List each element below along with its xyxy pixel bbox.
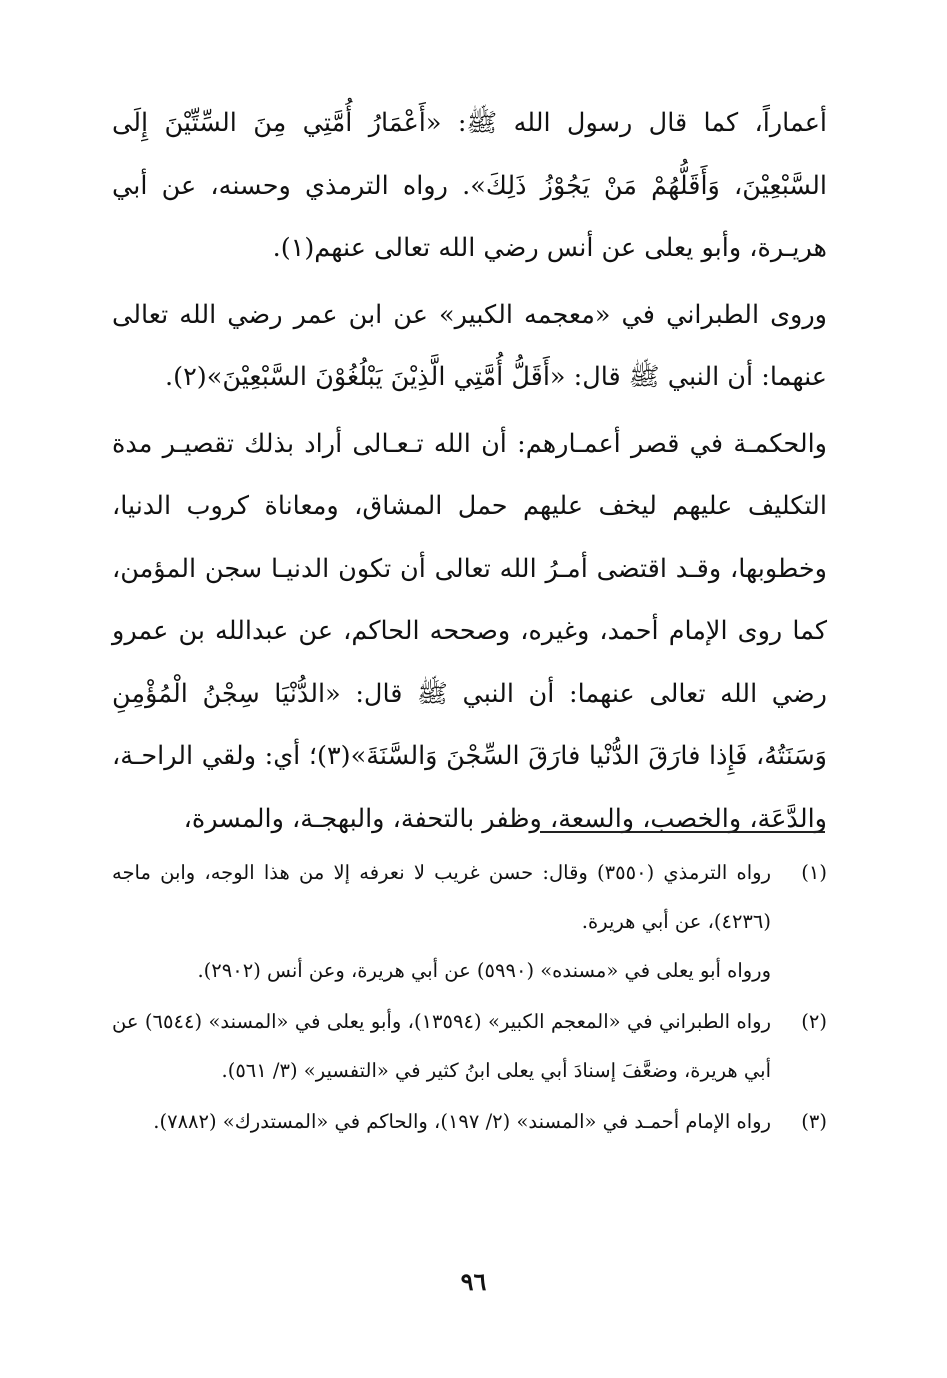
footnote-body [112, 848, 771, 995]
footnote-number: (٣) [801, 1110, 827, 1133]
footnote-text: رواه الطبراني في «المعجم الكبير» (١٣٥٩٤)، وأبو يعلى في «المسند» (٦٥٤٤) عن أبي هريرة، وضعَّفَ إسنادَ أبي يعلى ابنُ كثير في «التفسير» (٣/ ٥٦١). [112, 1010, 771, 1082]
footnotes [112, 848, 827, 1146]
footnote-body [112, 1097, 771, 1146]
footnote-number: (١) [801, 861, 827, 884]
footnote-divider [540, 831, 825, 833]
page-number: ٩٦ [460, 1267, 487, 1296]
footnote-text: رواه الترمذي (٣٥٥٠) وقال: حسن غريب لا نعرفه إلا من هذا الوجه، وابن ماجه (٤٢٣٦)، عن أبي هريرة. [112, 861, 772, 933]
footnote-body [112, 997, 771, 1095]
footnote-1 [112, 848, 827, 995]
footnote-text-continued: ورواه أبو يعلى في «مسنده» (٥٩٩٠) عن أبي هريرة، وعن أنس (٢٩٠٢). [197, 959, 771, 982]
paragraph-3: والحكمـة في قصر أعمـارهم: أن الله تـعـالى أراد بذلك تقصيـر مدة التكليف عليهم ليخف عليهم حمل المشاق، ومعاناة كروب الدنيا، وخطوبها، وقـد اقتضى أمـرُ الله تعالى أن تكون الدنيـا سجن المؤمن، كما روى الإمام أحمد، وغيره، وصححه الحاكم، عن عبدالله بن عمرو رضي الله تعالى عنهما: أن النبي ﷺ قال: «الدُّنْيَا سِجْنُ الْمُؤْمِنِ وَسَنَتُهُ، فَإِذا فارَقَ الدُّنْيا فارَقَ السِّجْنَ وَالسَّنَةَ»(٣)؛ أي: ولقي الراحـة، والدَّعَة، والخصب، والسعة، وظفر بالتحفة، والبهجـة، والمسرة، [112, 428, 828, 834]
main-text [112, 92, 827, 850]
footnote-2 [112, 997, 827, 1095]
footnote-text: رواه الإمام أحمـد في «المسند» (٢/ ١٩٧)، والحاكم في «المستدرك» (٧٨٨٢). [153, 1110, 771, 1133]
footnote-3 [112, 1097, 827, 1146]
paragraph-1: أعماراً، كما قال رسول الله ﷺ: «أَعْمَارُ أُمَّتِي مِنَ السِّتِّيْنَ إِلَى السَّبْعِيْنَ، وَأَقَلُّهُمْ مَنْ يَجُوْزُ ذَلِكَ». رواه الترمذي وحسنه، عن أبي هريـرة، وأبو يعلى عن أنس رضي الله تعالى عنهم(١). [112, 108, 827, 263]
paragraph-2: وروى الطبراني في «معجمه الكبير» عن ابن عمر رضي الله تعالى عنهما: أن النبي ﷺ قال: «أَقَلُّ أُمَّتِي الَّذِيْنَ يَبْلُغُوْنَ السَّبْعِيْنَ»(٢). [112, 299, 827, 392]
footnote-number: (٢) [801, 1010, 827, 1033]
